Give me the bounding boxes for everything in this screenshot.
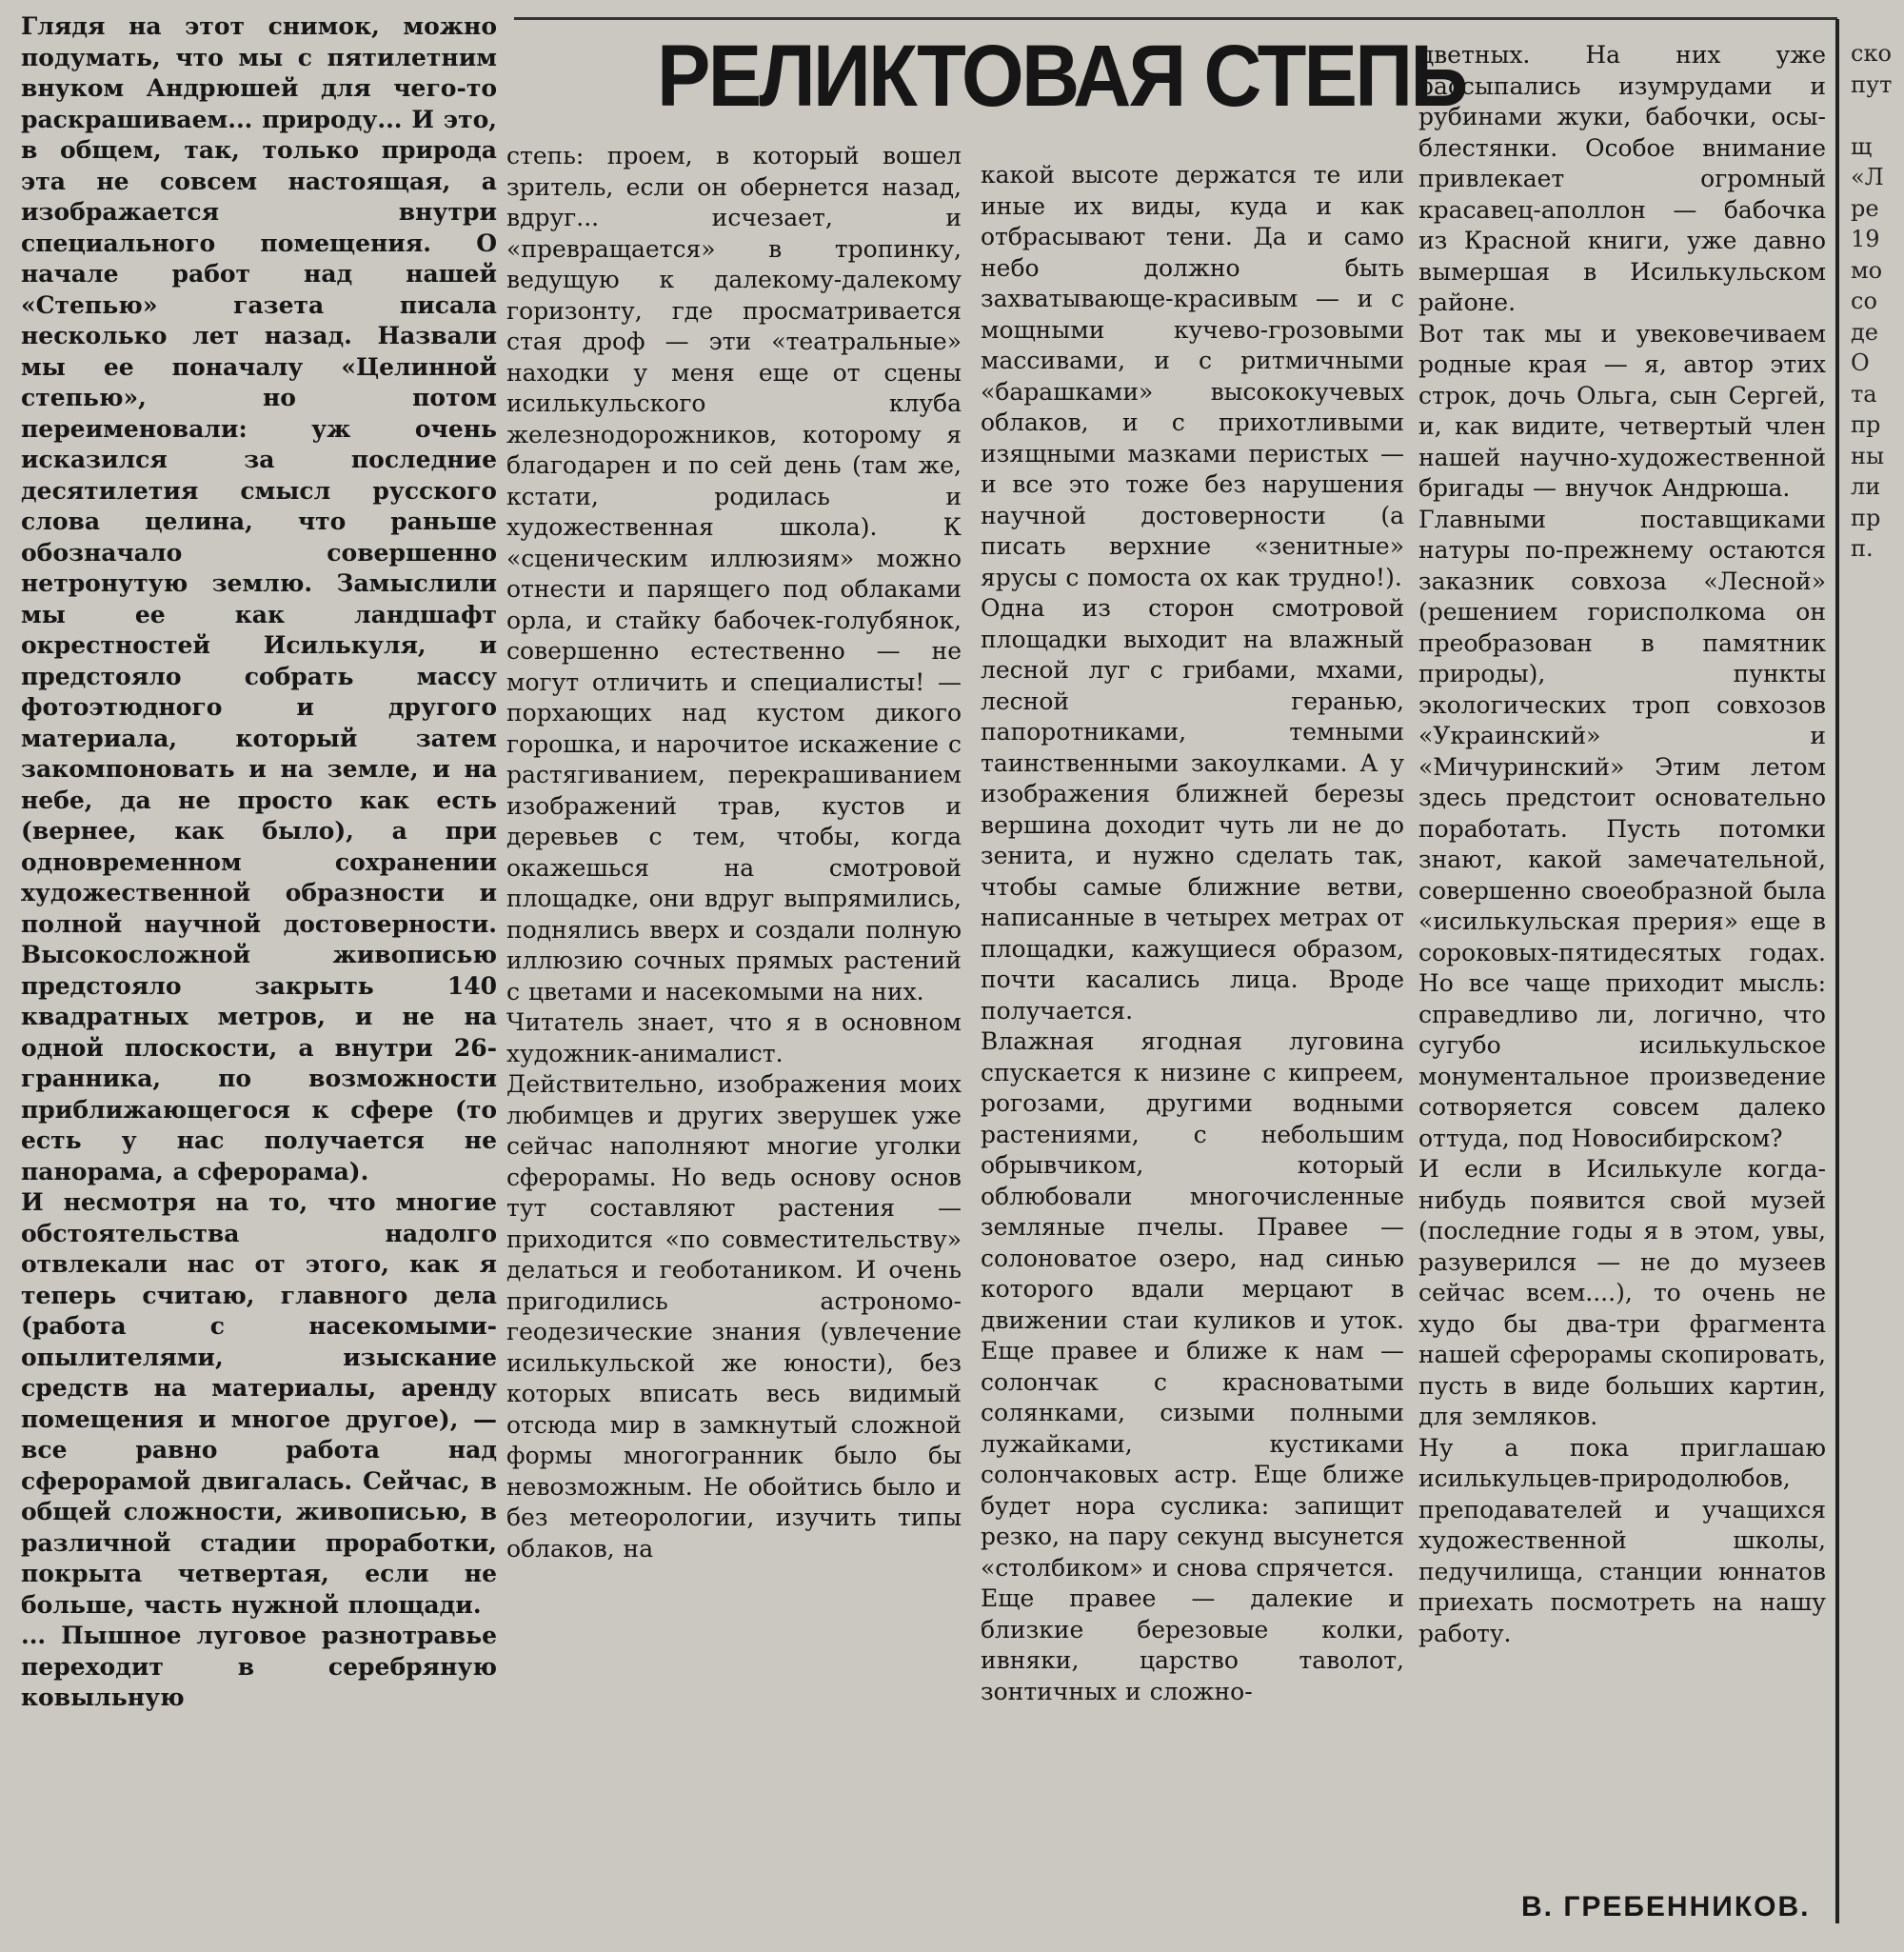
adjacent-article-fragment: ско пут щ «Л ре 19 мо со де О та пр ны ли пр п.	[1851, 40, 1893, 562]
headline: РЕЛИКТОВАЯ СТЕПЬ	[657, 28, 1466, 125]
author-byline: В. ГРЕБЕННИКОВ.	[1521, 1891, 1811, 1922]
article-column-3: какой высоте держатся те или иные их виды, куда и как отбрасывают тени. Да и само небо должно быть захватывающе-красивым — и с мощными кучево-грозовыми массивами, и с ритмичными «барашками» высококучевых облаков, и с прихотливыми изящными мазками перистых — и все это тоже без нарушения научной достоверности (а писать верхние «зенитные» ярусы с помоста ох как трудно!). Одна из сторон смотровой площадки выходит на влажный лесной луг с грибами, мхами, лесной геранью, папоротниками, темными таинственными закоулками. А у изображения ближней березы вершина доходит чуть ли не до зенита, и нужно сделать так, чтобы самые ближние ветви, написанные в четырех метрах от площадки, кажущиеся образом, почти касались лица. Вроде получается. Влажная ягодная луговина спускается к низине с кипреем, рогозами, другими водными растениями, с небольшим обрывчиком, который облюбовали многочисленные земляные пчелы. Правее — солоноватое озеро, над синью которого вдали мерцают в движении стаи куликов и уток. Еще правее и ближе к нам — солончак с красноватыми солянками, сизыми полными лужайками, кустиками солончаковых астр. Еще ближе будет нора суслика: запищит резко, на пару секунд высунется «столбиком» и снова спрячется. Еще правее — далекие и близкие березовые колки, ивняки, царство таволот, зонтичных и сложно-	[981, 161, 1404, 1705]
article-column-4: цветных. На них уже рассыпались изумрудами и рубинами жуки, бабочки, осы-блестянки. Особое внимание привлекает огромный красавец-аполлон — бабочка из Красной книги, уже давно вымершая в Исилькульском районе. Вот так мы и увековечиваем родные края — я, автор этих строк, дочь Ольга, сын Сергей, и, как видите, четвертый член нашей научно-художественной бригады — внучок Андрюша. Главными поставщиками натуры по-прежнему остаются заказник совхоза «Лесной» (решением горисполкома он преобразован в памятник природы), пункты экологических троп совхозов «Украинский» и «Мичуринский» Этим летом здесь предстоит основательно поработать. Пусть потомки знают, какой замечательной, совершенно своеобразной была «исилькульская прерия» еще в сороковых-пятидесятых годах. Но все чаще приходит мысль: справедливо ли, логично, что сугубо исилькульское монументальное произведение сотворяется совсем далеко оттуда, под Новосибирском? И если в Исилькуле когда-нибудь появится свой музей (последние годы я в этом, увы, разуверился — не до музеев сейчас всем....), то очень не худо бы два-три фрагмента нашей сферорамы скопировать, пусть в виде больших картин, для земляков. Ну а пока приглашаю исилькульцев-природолюбов, преподавателей и учащихся художественной школы, педучилища, станции юннатов приехать посмотреть на нашу работу.	[1418, 41, 1826, 1647]
article-column-2: степь: проем, в который вошел зритель, если он обернется назад, вдруг... исчезает, и «превращается» в тропинку, ведущую к далекому-далекому горизонту, где просматривается стая дроф — эти «театральные» находки у меня еще от сцены исилькульского клуба железнодорожников, которому я благодарен и по сей день (там же, кстати, родилась и художественная школа). К «сценическим иллюзиям» можно отнести и парящего под облаками орла, и стайку бабочек-голубянок, совершенно естественно — не могут отличить и специалисты! — порхающих над кустом дикого горошка, и нарочитое искажение с растягиванием, перекрашиванием изображений трав, кустов и деревьев с тем, чтобы, когда окажешься на смотровой площадке, они вдруг выпрямились, поднялись вверх и создали полную иллюзию сочных прямых растений с цветами и насекомыми на них. Читатель знает, что я в основном художник-анималист. Действительно, изображения моих любимцев и других зверушек уже сейчас наполняют многие уголки сферорамы. Но ведь основу основ тут составляют растения — приходится «по совместительству» делаться и геоботаником. И очень пригодились астрономо-геодезические знания (увлечение исилькульской же юности), без которых вписать весь видимый отсюда мир в замкнутый сложной формы многогранник было бы невозможным. Не обойтись было и без метеорологии, изучить типы облаков, на	[506, 142, 962, 1563]
top-rule	[514, 17, 1837, 20]
article-column-1: Глядя на этот снимок, можно подумать, что мы с пятилетним внуком Андрюшей для чего-то раскрашиваем... природу... И это, в общем, так, только природа эта не совсем настоящая, а изображается внутри специального помещения. О начале работ над нашей «Степью» газета писала несколько лет назад. Назвали мы ее поначалу «Целинной степью», но потом переименовали: уж очень исказился за последние десятилетия смысл русского слова целина, что раньше обозначало совершенно нетронутую землю. Замыслили мы ее как ландшафт окрестностей Исилькуля, и предстояло собрать массу фотоэтюдного и другого материала, который затем закомпоновать и на земле, и на небе, да не просто как есть (вернее, как было), а при одновременном сохранении художественной образности и полной научной достоверности. Высокосложной живописью предстояло закрыть 140 квадратных метров, и не на одной плоскости, а внутри 26-гранника, по возможности приближающегося к сфере (то есть у нас получается не панорама, а сферорама). И несмотря на то, что многие обстоятельства надолго отвлекали нас от этого, как я теперь считаю, главного дела (работа с насекомыми-опылителями, изыскание средств на материалы, аренду помещения и многое другое), — все равно работа над сферорамой двигалась. Сейчас, в общей сложности, живописью, в различной стадии проработки, покрыта четвертая, если не больше, часть нужной площади. ... Пышное луговое разнотравье переходит в серебряную ковыльную	[21, 12, 497, 1711]
column-divider	[1835, 19, 1839, 1923]
